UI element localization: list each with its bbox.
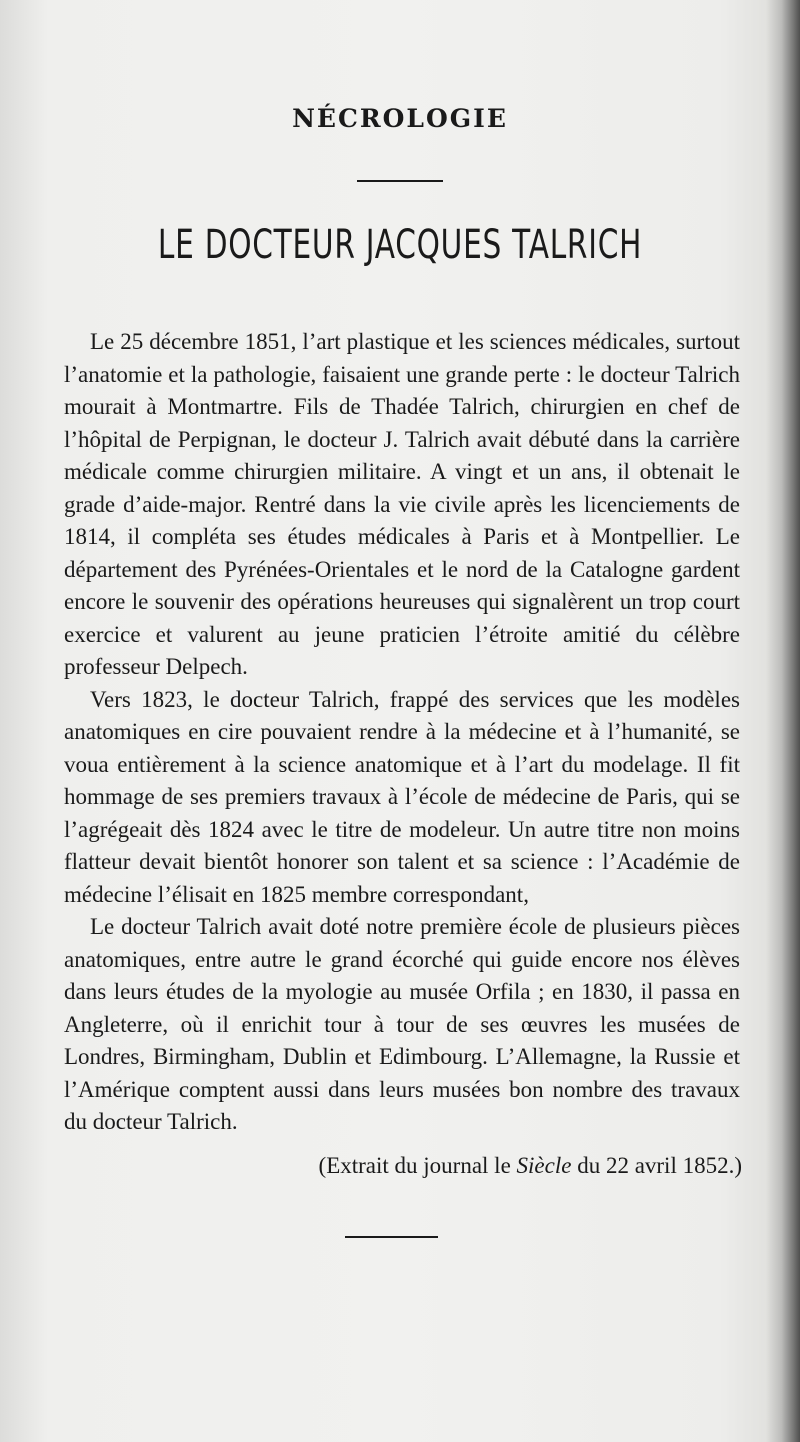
source-prefix: (Extrait du journal le bbox=[318, 1153, 517, 1178]
paragraph-2: Vers 1823, le docteur Talrich, frappé des services que les modèles anatomiques en cire pouvaient rendre à la médecine et à l’humanité, se voua entièrement à la science anatomique et à l’art du modelage. Il fit hommage de ses premiers travaux à l’école de médecine de Paris, qui se l’agrégeait dès 1824 avec le titre de modeleur. Un autre titre non moins flatteur devait bientôt honorer son talent et sa science : l’Académie de médecine l’élisait en 1825 membre correspondant, bbox=[64, 686, 740, 907]
source-citation bbox=[0, 1153, 742, 1179]
source-suffix: du 22 avril 1852.) bbox=[571, 1153, 742, 1178]
paragraph-1: Le 25 décembre 1851, l’art plastique et les sciences médicales, surtout l’anatomie et la pathologie, faisaient une grande perte : le docteur Talrich mourait à Montmartre. Fils de Thadée Talrich, chirurgien en chef de l’hôpital de Perpignan, le docteur J. Talrich avait débuté dans la carrière médicale comme chirurgien militaire. A vingt et un ans, il obtenait le grade d’aide-major. Rentré dans la vie civile après les licenciements de 1814, il compléta ses études médicales à Paris et à Montpellier. Le département des Pyrénées-Orientales et le nord de la Catalogne gardent encore le souvenir des opérations heureuses qui signalèrent un trop court exercice et valurent au jeune praticien l’étroite amitié du célèbre professeur Delpech. bbox=[64, 329, 740, 679]
section-heading: NÉCROLOGIE bbox=[292, 104, 508, 133]
article-body bbox=[64, 326, 740, 1139]
page-spine-shadow bbox=[766, 0, 800, 1442]
bottom-divider bbox=[345, 1236, 438, 1238]
paragraph-3: Le docteur Talrich avait doté notre première école de plusieurs pièces anatomiques, entre autre le grand écorché qui guide encore nos élèves dans leurs études de la myologie au musée Orfila ; en 1830, il passa en Angleterre, où il enrichit tour à tour de ses œuvres les musées de Londres, Birmingham, Dublin et Edimbourg. L’Allemagne, la Russie et l’Amérique comptent aussi dans leurs musées bon nombre des travaux du docteur Talrich. bbox=[64, 914, 740, 1134]
top-divider bbox=[357, 180, 443, 182]
source-journal: Siècle bbox=[516, 1153, 572, 1178]
article-title: LE DOCTEUR JACQUES TALRICH bbox=[157, 222, 643, 268]
